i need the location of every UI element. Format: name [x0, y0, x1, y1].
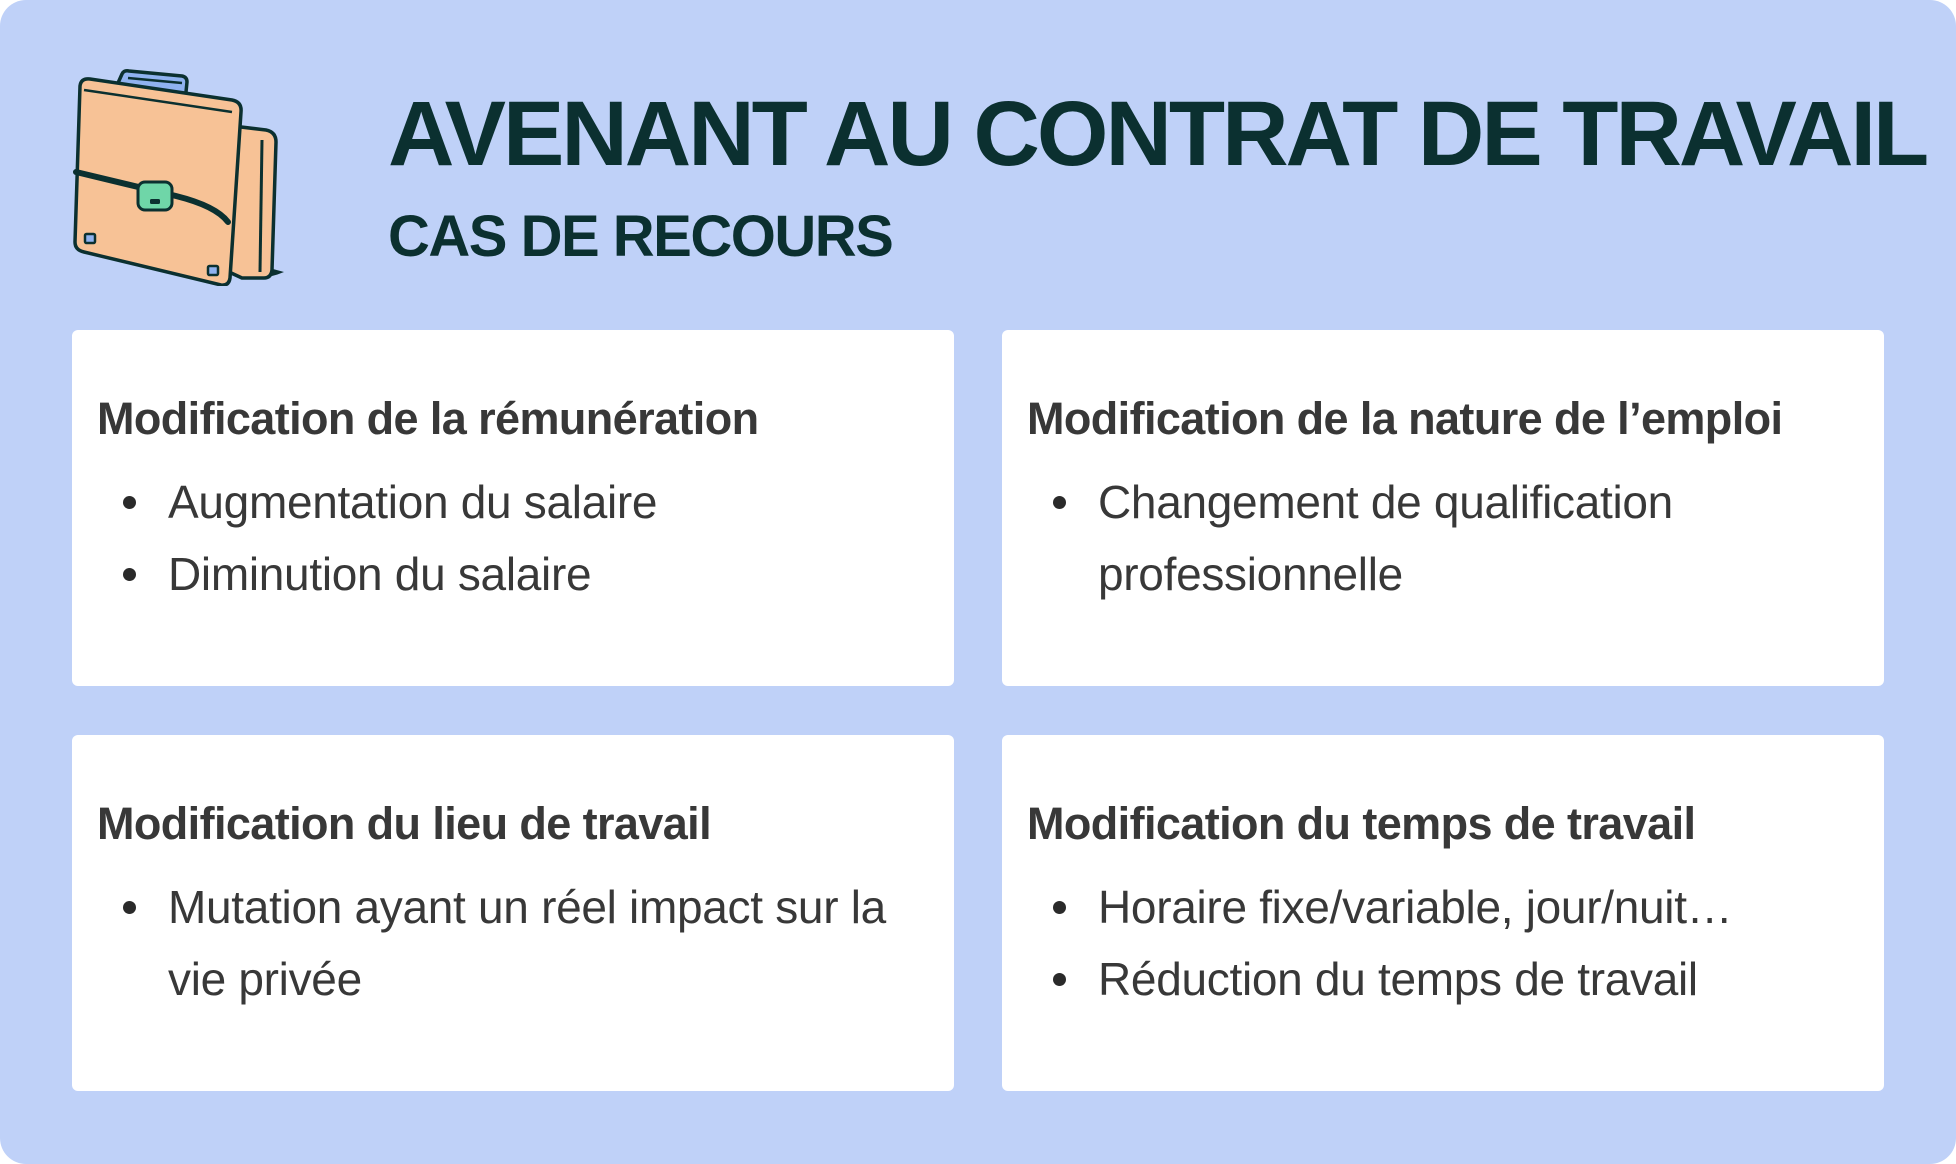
- card-title: Modification de la rémunération: [97, 393, 759, 444]
- list-item: [97, 466, 930, 538]
- card-nature-emploi: [1002, 330, 1884, 686]
- card-list: [97, 871, 930, 1015]
- bullet-icon: [123, 901, 136, 914]
- list-item-text: Réduction du temps de travail: [1098, 953, 1698, 1005]
- card-title: Modification du lieu de travail: [97, 798, 711, 849]
- list-item: [1027, 466, 1860, 610]
- card-remuneration: [72, 330, 954, 686]
- card-title: Modification du temps de travail: [1027, 798, 1696, 849]
- list-item: [97, 538, 930, 610]
- card-list: [1027, 466, 1860, 610]
- card-list: [97, 466, 930, 610]
- list-item-text: Horaire fixe/variable, jour/nuit…: [1098, 881, 1733, 933]
- briefcase-icon: [66, 66, 316, 286]
- bullet-icon: [1053, 973, 1066, 986]
- bullet-icon: [123, 568, 136, 581]
- page-title: AVENANT AU CONTRAT DE TRAVAIL: [388, 83, 1927, 185]
- card-temps-travail: [1002, 735, 1884, 1091]
- bullet-icon: [123, 496, 136, 509]
- card-title: Modification de la nature de l’emploi: [1027, 393, 1783, 444]
- card-lieu-travail: [72, 735, 954, 1091]
- list-item-text: Augmentation du salaire: [168, 476, 658, 528]
- list-item-text: Changement de qualification professionnelle: [1098, 476, 1673, 600]
- list-item: [97, 871, 930, 1015]
- card-list: [1027, 871, 1860, 1015]
- list-item: [1027, 943, 1860, 1015]
- bullet-icon: [1053, 901, 1066, 914]
- list-item-text: Mutation ayant un réel impact sur la vie privée: [168, 881, 886, 1005]
- list-item: [1027, 871, 1860, 943]
- bullet-icon: [1053, 496, 1066, 509]
- list-item-text: Diminution du salaire: [168, 548, 592, 600]
- page-subtitle: CAS DE RECOURS: [388, 204, 893, 269]
